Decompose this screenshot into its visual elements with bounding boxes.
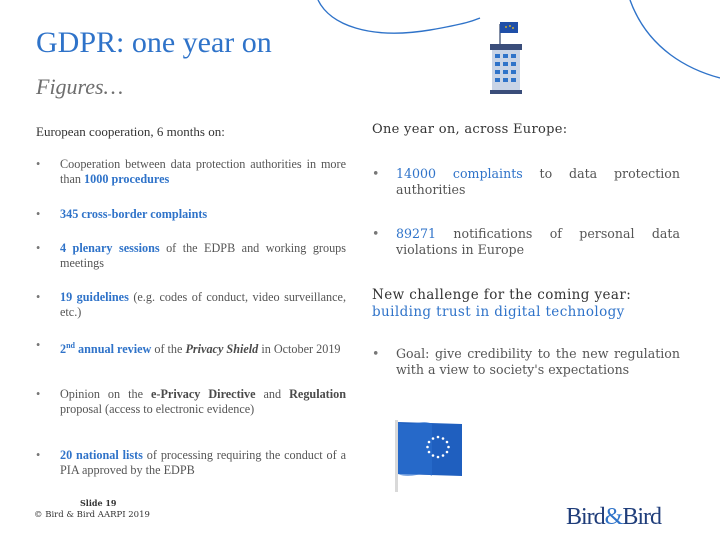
list-item: • Opinion on the e-Privacy Directive and Regulation proposal (access to electronic evidence) <box>36 387 346 416</box>
bird-and-bird-logo: Bird&Bird <box>566 504 662 530</box>
left-heading: European cooperation, 6 months on: <box>36 124 225 139</box>
list-item: • 89271 notifications of personal data violations in Europe <box>372 226 680 257</box>
page-subtitle: Figures… <box>36 74 124 99</box>
list-item: • 345 cross-border complaints <box>36 207 208 221</box>
eu-flag-icon <box>392 418 468 494</box>
slide-number: Slide 19 <box>80 498 117 508</box>
list-item: • 19 guidelines (e.g. codes of conduct, video surveillance, etc.) <box>36 290 347 319</box>
challenge-line-1: New challenge for the coming year: <box>372 287 632 303</box>
challenge-heading <box>372 287 682 321</box>
page-title: GDPR: one year on <box>36 26 272 59</box>
list-item: • Cooperation between data protection authorities in more than 1000 procedures <box>36 157 346 186</box>
right-heading: One year on, across Europe: <box>372 122 568 137</box>
right-bullet-list <box>372 166 680 266</box>
goal-list <box>372 346 680 398</box>
list-item: • Goal: give credibility to the new regulation with a view to society's expectations <box>372 346 680 377</box>
list-item: • 14000 complaints to data protection authorities <box>372 166 680 197</box>
eu-building-icon <box>484 18 530 96</box>
left-bullet-list <box>36 157 346 487</box>
list-item: • 2nd annual review of the Privacy Shield in October 2019 <box>36 338 341 357</box>
list-item: • 4 plenary sessions of the EDPB and working groups meetings <box>36 241 347 270</box>
list-item: • 20 national lists of processing requiring the conduct of a PIA approved by the EDPB <box>36 448 346 477</box>
copyright: © Bird & Bird AARPI 2019 <box>34 510 150 520</box>
challenge-line-2: building trust in digital technology <box>372 304 625 320</box>
